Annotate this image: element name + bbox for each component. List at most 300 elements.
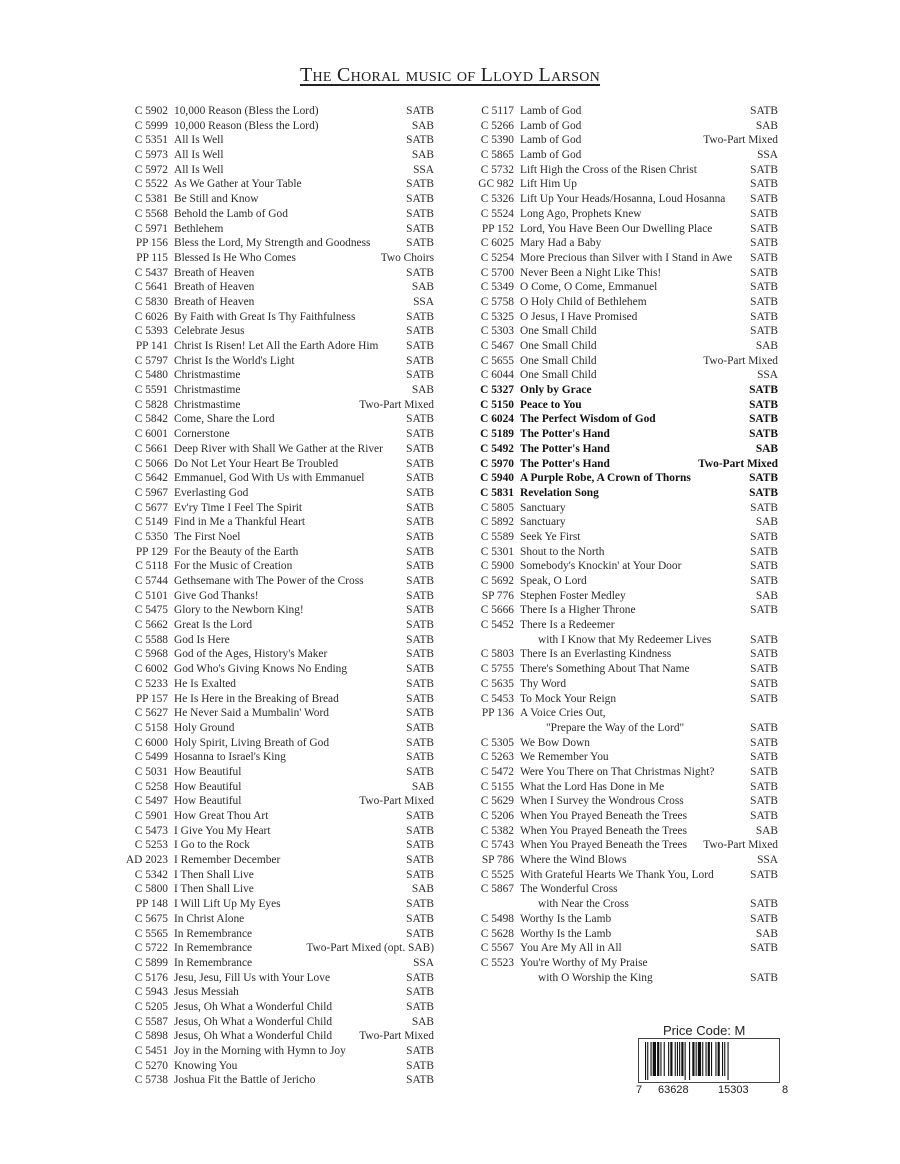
catalog-code: C 5805	[480, 501, 514, 514]
song-title: Find in Me a Thankful Heart	[174, 516, 306, 529]
catalog-right-column	[468, 104, 778, 985]
catalog-entry	[468, 398, 778, 413]
song-title: You Are My All in All	[520, 942, 622, 955]
catalog-entry	[468, 545, 778, 560]
catalog-code: SP 786	[481, 854, 514, 867]
catalog-code: C 5865	[480, 149, 514, 162]
song-title: I Then Shall Live	[174, 883, 254, 896]
catalog-code: C 5797	[134, 354, 168, 367]
catalog-entry	[468, 368, 778, 383]
voicing: SATB	[406, 648, 434, 661]
voicing: SATB	[750, 795, 778, 808]
catalog-code: C 5326	[480, 193, 514, 206]
catalog-entry	[468, 457, 778, 472]
catalog-entry	[468, 339, 778, 354]
catalog-code: C 5149	[134, 516, 168, 529]
catalog-entry	[122, 471, 434, 486]
voicing: SATB	[749, 428, 778, 441]
catalog-code: C 5254	[480, 251, 514, 264]
voicing: SATB	[406, 736, 434, 749]
catalog-entry	[468, 927, 778, 942]
catalog-entry	[468, 163, 778, 178]
song-title: In Remembrance	[174, 942, 253, 955]
catalog-code: C 5393	[134, 325, 168, 338]
catalog-code: C 5472	[480, 765, 514, 778]
voicing: SATB	[406, 868, 434, 881]
song-title: He Is Exalted	[174, 677, 236, 690]
catalog-code: C 5325	[480, 310, 514, 323]
catalog-code: C 6001	[134, 428, 168, 441]
catalog-entry	[122, 1000, 434, 1015]
catalog-code: C 5453	[480, 692, 514, 705]
catalog-code: C 5675	[134, 912, 168, 925]
song-title: Hosanna to Israel's King	[174, 751, 286, 764]
voicing: SATB	[406, 898, 434, 911]
catalog-code: C 6025	[480, 237, 514, 250]
song-title: Lord, You Have Been Our Dwelling Place	[520, 222, 713, 235]
voicing: SATB	[406, 237, 434, 250]
song-title: Sanctuary	[520, 516, 566, 529]
voicing: SATB	[750, 912, 778, 925]
song-title: Somebody's Knockin' at Your Door	[520, 560, 682, 573]
voicing: SATB	[750, 971, 778, 984]
voicing: SATB	[750, 648, 778, 661]
song-title: I Will Lift Up My Eyes	[174, 898, 281, 911]
voicing: SATB	[406, 413, 434, 426]
song-title: The Potter's Hand	[520, 428, 610, 441]
catalog-entry	[122, 354, 434, 369]
song-title: with I Know that My Redeemer Lives	[538, 633, 712, 646]
catalog-entry	[122, 133, 434, 148]
song-title: As We Gather at Your Table	[174, 178, 302, 191]
barcode-bar	[651, 1042, 652, 1076]
song-title: When You Prayed Beneath the Trees	[520, 810, 688, 822]
catalog-code: C 5587	[134, 1015, 168, 1028]
song-title: The Potter's Hand	[520, 457, 610, 470]
song-title: Blessed Is He Who Comes	[174, 251, 296, 264]
catalog-code: C 5628	[480, 927, 514, 940]
catalog-code: C 5867	[480, 883, 514, 896]
voicing: SATB	[406, 442, 434, 455]
catalog-entry	[468, 222, 778, 237]
catalog-entry	[468, 501, 778, 516]
catalog-entry	[468, 280, 778, 295]
song-title: God Is Here	[174, 633, 230, 646]
catalog-code: C 5629	[480, 795, 514, 808]
voicing: SATB	[406, 765, 434, 778]
catalog-code: C 5305	[480, 736, 514, 749]
catalog-code: C 6024	[480, 413, 514, 426]
catalog-entry	[468, 324, 778, 339]
barcode-lead-digit: 7	[636, 1084, 643, 1096]
song-title: A Voice Cries Out,	[520, 707, 606, 720]
song-title: How Beautiful	[174, 780, 242, 793]
catalog-code: C 5522	[134, 178, 168, 191]
voicing: SATB	[406, 266, 434, 279]
voicing: SATB	[406, 207, 434, 220]
voicing: SATB	[750, 105, 778, 117]
voicing: SATB	[406, 633, 434, 646]
song-title: O Come, O Come, Emmanuel	[520, 281, 658, 294]
song-title: There Is a Higher Throne	[520, 604, 636, 617]
catalog-entry	[122, 589, 434, 604]
voicing: SSA	[413, 295, 434, 308]
song-title: Mary Had a Baby	[520, 237, 602, 250]
catalog-entry	[122, 912, 434, 927]
catalog-code: C 5722	[134, 942, 168, 955]
catalog-entry	[122, 177, 434, 192]
catalog-code: C 5101	[134, 589, 168, 602]
song-title: For the Music of Creation	[174, 560, 293, 573]
catalog-code: C 5524	[480, 207, 514, 220]
voicing: SATB	[750, 604, 778, 617]
voicing: SAB	[411, 281, 434, 294]
catalog-code: C 5176	[134, 971, 168, 984]
catalog-entry	[468, 354, 778, 369]
catalog-entry	[468, 912, 778, 927]
catalog-entry	[122, 677, 434, 692]
catalog-entry	[122, 442, 434, 457]
song-title: God Who's Giving Knows No Ending	[174, 663, 348, 676]
voicing: SATB	[406, 178, 434, 191]
catalog-entry	[122, 486, 434, 501]
catalog-code: C 5970	[480, 457, 514, 470]
voicing: SATB	[406, 193, 434, 206]
voicing: SATB	[750, 266, 778, 279]
catalog-entry	[122, 706, 434, 721]
catalog-entry	[468, 853, 778, 868]
catalog-code: C 5381	[134, 193, 168, 206]
voicing: SATB	[406, 854, 434, 867]
price-code: Price Code: M	[663, 1023, 746, 1038]
catalog-entry	[468, 471, 778, 486]
catalog-entry	[468, 824, 778, 839]
catalog-entry	[468, 765, 778, 780]
catalog-code: C 5565	[134, 927, 168, 940]
barcode-graphic	[639, 1039, 779, 1082]
catalog-entry	[468, 721, 778, 736]
catalog-code: C 5390	[480, 134, 514, 147]
voicing: SATB	[750, 751, 778, 764]
song-title: Jesu, Jesu, Fill Us with Your Love	[174, 971, 331, 984]
catalog-entry	[122, 1059, 434, 1074]
song-title: Lamb of God	[520, 119, 582, 132]
catalog-entry	[122, 1029, 434, 1044]
catalog-code: C 5700	[480, 266, 514, 279]
voicing: SATB	[750, 810, 778, 822]
catalog-entry	[122, 1073, 434, 1088]
catalog-code: C 5568	[134, 207, 168, 220]
catalog-entry	[122, 545, 434, 560]
voicing: SATB	[406, 1074, 434, 1087]
catalog-code: C 6002	[134, 663, 168, 676]
voicing: SATB	[750, 942, 778, 955]
catalog-code: C 5831	[480, 486, 514, 499]
catalog-entry	[122, 368, 434, 383]
song-title: Lamb of God	[520, 105, 582, 117]
voicing: Two-Part Mixed	[703, 134, 778, 147]
song-title: Give God Thanks!	[174, 589, 259, 602]
song-title: The Potter's Hand	[520, 442, 610, 455]
song-title: When You Prayed Beneath the Trees	[520, 824, 688, 837]
voicing: SAB	[411, 149, 434, 162]
voicing: SATB	[750, 677, 778, 690]
voicing: SAB	[411, 780, 434, 793]
catalog-code: C 5258	[134, 780, 168, 793]
catalog-entry	[122, 603, 434, 618]
voicing: SATB	[406, 619, 434, 632]
barcode-bar	[728, 1042, 729, 1080]
voicing: SATB	[406, 134, 434, 147]
catalog-code: PP 141	[135, 340, 168, 352]
catalog-entry	[122, 692, 434, 707]
song-title: Were You There on That Christmas Night?	[520, 765, 715, 778]
catalog-code: C 5492	[480, 442, 514, 455]
voicing: SATB	[750, 163, 778, 176]
catalog-code: C 5150	[480, 398, 514, 411]
song-title: Revelation Song	[520, 486, 599, 499]
song-title: All Is Well	[174, 149, 224, 162]
song-title: Lamb of God	[520, 149, 582, 162]
voicing: SATB	[406, 707, 434, 720]
catalog-code: C 5743	[480, 839, 514, 852]
voicing: SATB	[749, 472, 778, 485]
catalog-code: C 5452	[480, 619, 514, 632]
song-title: The First Noel	[174, 530, 241, 543]
catalog-entry	[122, 251, 434, 266]
voicing: SATB	[749, 486, 778, 499]
catalog-code: C 5382	[480, 824, 514, 837]
catalog-code: C 5475	[134, 604, 168, 617]
catalog-code: C 5842	[134, 413, 168, 426]
barcode-bar	[692, 1042, 694, 1076]
catalog-code: SP 776	[481, 589, 514, 602]
song-title: I Then Shall Live	[174, 868, 254, 881]
catalog-code: C 5738	[134, 1074, 168, 1087]
barcode-bar	[668, 1042, 669, 1076]
barcode-check-digit: 8	[782, 1084, 789, 1096]
song-title: Come, Share the Lord	[174, 413, 275, 426]
catalog-entry	[122, 559, 434, 574]
catalog-entry	[122, 838, 434, 853]
catalog-entry	[468, 192, 778, 207]
song-title: A Purple Robe, A Crown of Thorns	[520, 472, 691, 485]
song-title: "Prepare the Way of the Lord"	[546, 721, 685, 734]
catalog-entry	[122, 927, 434, 942]
catalog-code: C 5499	[134, 751, 168, 764]
catalog-entry	[468, 750, 778, 765]
catalog-entry	[122, 427, 434, 442]
song-title: Breath of Heaven	[174, 295, 255, 308]
song-title: Emmanuel, God With Us with Emmanuel	[174, 472, 365, 485]
song-title: Be Still and Know	[174, 193, 259, 206]
catalog-entry	[468, 809, 778, 824]
catalog-code: C 5828	[134, 398, 168, 411]
barcode-bar	[718, 1042, 720, 1076]
song-title: I Remember December	[174, 854, 281, 867]
catalog-entry	[122, 985, 434, 1000]
voicing: SATB	[750, 222, 778, 235]
catalog-code: C 5118	[135, 560, 168, 573]
song-title: In Christ Alone	[174, 912, 245, 925]
catalog-entry	[122, 339, 434, 354]
voicing: Two-Part Mixed	[359, 1030, 434, 1043]
voicing: SATB	[406, 986, 434, 999]
song-title: One Small Child	[520, 340, 597, 352]
voicing: SATB	[406, 428, 434, 441]
voicing: SATB	[406, 575, 434, 587]
upc-barcode	[636, 1038, 789, 1098]
catalog-code: PP 157	[135, 692, 168, 705]
voicing: SAB	[755, 516, 778, 529]
catalog-entry	[122, 501, 434, 516]
song-title: Bless the Lord, My Strength and Goodness	[174, 237, 371, 250]
catalog-code: C 5350	[134, 530, 168, 543]
catalog-entry	[122, 662, 434, 677]
song-title: with O Worship the King	[538, 971, 653, 984]
catalog-code: C 5943	[134, 986, 168, 999]
voicing: SATB	[750, 207, 778, 220]
song-title: O Holy Child of Bethlehem	[520, 295, 647, 308]
barcode-bar	[657, 1042, 659, 1076]
song-title: Christ Is Risen! Let All the Earth Adore Him	[174, 340, 379, 352]
voicing: SATB	[406, 810, 434, 822]
catalog-code: PP 148	[135, 898, 168, 911]
song-title: The Perfect Wisdom of God	[520, 413, 656, 426]
catalog-code: C 5567	[480, 942, 514, 955]
song-title: Breath of Heaven	[174, 266, 255, 279]
catalog-code: C 5301	[480, 545, 514, 558]
song-title: Christmastime	[174, 369, 241, 382]
barcode-bar	[711, 1042, 712, 1076]
voicing: SATB	[750, 868, 778, 881]
catalog-code: C 5263	[480, 751, 514, 764]
catalog-code: C 5031	[134, 765, 168, 778]
song-title: One Small Child	[520, 325, 597, 338]
song-title: He Never Said a Mumbalin' Word	[174, 707, 329, 720]
song-title: By Faith with Great Is Thy Faithfulness	[174, 310, 356, 323]
voicing: SATB	[750, 663, 778, 676]
voicing: SATB	[749, 398, 778, 411]
catalog-entry	[468, 603, 778, 618]
catalog-entry	[468, 133, 778, 148]
voicing: SATB	[749, 384, 778, 397]
song-title: Everlasting God	[174, 486, 249, 499]
song-title: Lift Him Up	[520, 178, 577, 191]
voicing: SAB	[755, 340, 778, 352]
catalog-code: C 5900	[480, 560, 514, 573]
voicing: SATB	[406, 839, 434, 852]
catalog-entry	[122, 222, 434, 237]
voicing: SSA	[757, 369, 778, 382]
catalog-code: C 5155	[480, 780, 514, 793]
catalog-code: C 5971	[134, 222, 168, 235]
catalog-code: C 5205	[134, 1000, 168, 1013]
catalog-entry	[122, 295, 434, 310]
catalog-entry	[468, 736, 778, 751]
catalog-code: GC 982	[478, 178, 514, 191]
catalog-entry	[468, 794, 778, 809]
catalog-entry	[122, 971, 434, 986]
song-title: We Bow Down	[520, 736, 590, 749]
catalog-entry	[122, 148, 434, 163]
catalog-entry	[122, 765, 434, 780]
song-title: For the Beauty of the Earth	[174, 545, 299, 558]
catalog-code: C 5968	[134, 648, 168, 661]
catalog-code: C 5973	[134, 149, 168, 162]
voicing: SATB	[406, 501, 434, 514]
catalog-code: C 5437	[134, 266, 168, 279]
song-title: Shout to the North	[520, 545, 605, 558]
catalog-entry	[122, 780, 434, 795]
song-title: Joshua Fit the Battle of Jericho	[174, 1074, 316, 1087]
voicing: SAB	[411, 1015, 434, 1028]
catalog-code: C 5066	[134, 457, 168, 470]
voicing: SATB	[750, 545, 778, 558]
catalog-entry	[468, 442, 778, 457]
voicing: SATB	[406, 751, 434, 764]
catalog-code: C 5498	[480, 912, 514, 925]
voicing: SAB	[411, 883, 434, 896]
barcode-bars	[638, 1038, 780, 1083]
catalog-entry	[122, 280, 434, 295]
song-title: Deep River with Shall We Gather at the River	[174, 442, 383, 455]
song-title: 10,000 Reason (Bless the Lord)	[174, 105, 319, 117]
catalog-entry	[122, 1044, 434, 1059]
catalog-entry	[122, 207, 434, 222]
song-title: Behold the Lamb of God	[174, 207, 288, 220]
voicing: Two-Part Mixed (opt. SAB)	[306, 942, 434, 955]
catalog-code: C 6000	[134, 736, 168, 749]
voicing: SATB	[750, 721, 778, 734]
voicing: SAB	[755, 824, 778, 837]
voicing: SATB	[406, 721, 434, 734]
catalog-entry	[122, 324, 434, 339]
voicing: SATB	[750, 295, 778, 308]
catalog-entry	[122, 1015, 434, 1030]
voicing: SATB	[750, 560, 778, 573]
song-title: Speak, O Lord	[520, 575, 587, 587]
catalog-entry	[468, 295, 778, 310]
voicing: Two-Part Mixed	[698, 457, 778, 470]
catalog-entry	[122, 618, 434, 633]
catalog-code: C 5589	[480, 530, 514, 543]
voicing: SATB	[406, 545, 434, 558]
catalog-code: C 5830	[134, 295, 168, 308]
song-title: We Remember You	[520, 751, 609, 764]
song-title: There's Something About That Name	[520, 663, 690, 676]
voicing: SATB	[406, 222, 434, 235]
catalog-code: C 5266	[480, 119, 514, 132]
catalog-entry	[122, 457, 434, 472]
catalog-entry	[468, 515, 778, 530]
voicing: SATB	[406, 516, 434, 529]
catalog-entry	[122, 163, 434, 178]
catalog-entry	[468, 677, 778, 692]
catalog-entry	[122, 941, 434, 956]
catalog-entry	[468, 633, 778, 648]
catalog-code: C 6044	[480, 369, 514, 382]
catalog-entry	[468, 207, 778, 222]
song-title: Seek Ye First	[520, 530, 581, 543]
catalog-entry	[468, 310, 778, 325]
voicing: SATB	[406, 340, 434, 352]
voicing: SATB	[750, 633, 778, 646]
voicing: SATB	[406, 692, 434, 705]
barcode-bar	[698, 1042, 701, 1076]
voicing: SATB	[750, 898, 778, 911]
song-title: With Grateful Hearts We Thank You, Lord	[520, 868, 714, 881]
